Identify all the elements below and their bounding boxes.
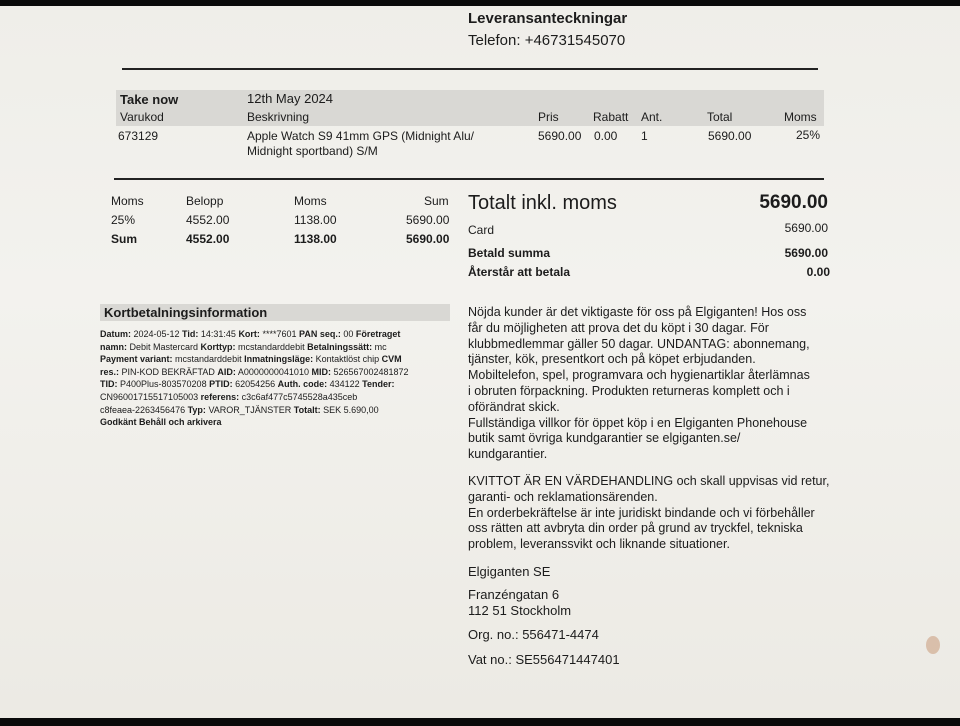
card-field-value: c8feaea-2263456476 [100, 404, 188, 415]
item-description-line2: Midnight sportband) S/M [247, 144, 378, 158]
document-title: Leveransanteckningar [468, 10, 628, 27]
card-field-value: A0000000041010 [235, 366, 312, 377]
card-field-label: PTID: [209, 379, 233, 390]
item-vat: 25% [796, 128, 821, 142]
card-field-label: Totalt: [293, 404, 321, 415]
card-field-label: Payment variant: [100, 354, 173, 365]
total-value: 5690.00 [759, 192, 828, 213]
card-field-label: CVM [381, 354, 402, 365]
item-price: 5690.00 [538, 129, 582, 143]
card-info-line [100, 378, 460, 391]
card-field-value: 14:31:45 [198, 329, 239, 339]
vat-col-moms: Moms [111, 194, 144, 208]
vat-rate: 25% [111, 213, 136, 227]
vat-col-belopp: Belopp [186, 194, 224, 208]
card-field-value: 434122 [327, 379, 363, 390]
col-moms: Moms [784, 110, 817, 124]
card-info-line [100, 404, 460, 417]
company-street: Franzéngatan 6 [468, 587, 560, 602]
company-vat-number: Vat no.: SE556471447401 [468, 652, 620, 667]
col-total: Total [707, 110, 733, 124]
card-field-label: Företraget [355, 329, 401, 339]
col-ant: Ant. [641, 110, 663, 124]
card-field-value: CN96001715517105003 [100, 391, 201, 402]
vat-col-moms-amount: Moms [294, 194, 327, 208]
item-total: 5690.00 [708, 129, 752, 143]
vat-sum-total: 5690.00 [406, 232, 450, 246]
receipt-notice-text: KVITTOT ÄR EN VÄRDEHANDLING och skall uppvisas vid retur, garanti- och reklamationsärenden. En orderbekräftelse är inte juridiskt bindande och vi förbehåller oss rätten att avbryta din order på grund av tryckfel, tekniska problem, leveranssvikt och liknande situationer. [468, 474, 830, 552]
card-info-line [100, 341, 460, 354]
card-field-value: c3c6af477c5745528a435ceb [239, 391, 358, 402]
col-rabatt: Rabatt [593, 110, 629, 124]
card-field-label: Tender: [362, 379, 395, 390]
card-field-label: Kort: [238, 329, 260, 339]
card-field-value: 526567002481872 [330, 366, 409, 377]
card-field-value: mcstandarddebit [172, 354, 245, 365]
item-description-line1: Apple Watch S9 41mm GPS (Midnight Alu/ [247, 129, 474, 143]
divider [114, 178, 824, 180]
vat-col-sum: Sum [424, 194, 449, 208]
card-info-line [100, 366, 460, 379]
divider [122, 68, 818, 70]
card-info-line [100, 391, 460, 404]
card-field-value: ****7601 [259, 329, 299, 339]
vat-sum-amount: 1138.00 [294, 232, 337, 246]
item-quantity: 1 [641, 129, 648, 143]
take-now-label: Take now [120, 92, 179, 107]
item-discount: 0.00 [594, 129, 618, 143]
card-field-value: PIN-KOD BEKRÄFTAD [119, 366, 218, 377]
paid-label: Betald summa [468, 246, 551, 260]
card-approval-line: Godkänt Behåll och arkivera [100, 417, 222, 428]
vat-amount: 1138.00 [294, 213, 337, 227]
total-label: Totalt inkl. moms [468, 192, 617, 214]
card-field-label: TID: [100, 379, 118, 390]
card-field-label: AID: [217, 366, 236, 377]
card-field-label: namn: [100, 341, 127, 352]
vat-sum: 5690.00 [406, 213, 450, 227]
remaining-label: Återstår att betala [468, 265, 571, 279]
paid-value: 5690.00 [784, 246, 828, 260]
order-date: 12th May 2024 [247, 91, 334, 106]
vat-sum-label: Sum [111, 232, 138, 246]
phone-number: Telefon: +46731545070 [468, 32, 626, 49]
card-field-value: P400Plus-803570208 [117, 379, 210, 390]
col-beskrivning: Beskrivning [247, 110, 310, 124]
card-field-label: Tid: [182, 329, 199, 339]
card-field-value: SEK 5.690,00 [320, 404, 379, 415]
card-field-label: Typ: [187, 404, 206, 415]
card-field-label: res.: [100, 366, 120, 377]
card-field-value: mc [372, 341, 387, 352]
item-varukod: 673129 [118, 129, 159, 143]
col-pris: Pris [538, 110, 559, 124]
card-label: Card [468, 223, 495, 237]
card-field-label: Korttyp: [200, 341, 236, 352]
card-field-label: Datum: [100, 329, 131, 339]
card-field-value: 62054256 [232, 379, 278, 390]
company-city: 112 51 Stockholm [468, 603, 572, 618]
card-value: 5690.00 [784, 221, 828, 235]
card-field-value: 2024-05-12 [131, 329, 183, 339]
vat-base: 4552.00 [186, 213, 230, 227]
card-field-label: Inmatningsläge: [244, 354, 314, 365]
card-field-value: 00 [340, 329, 356, 339]
return-policy-text: Nöjda kunder är det viktigaste för oss på Elgiganten! Hos oss får du möjligheten att prova det du köpt i 30 dagar. För klubbmedlemmar gäller 50 dagar. UNDANTAG: abonnemang, tjänster, kök, presentkort och på köpet erbjudanden. Mobiltelefon, spel, programvara och hygienartiklar återlämnas i obruten förpackning. Produkten returneras komplett och i oförändrat skick. Fullständiga villkor för öppet köp i en Elgiganten Phonehouse butik samt övriga kundgarantier se elgiganten.se/ kundgarantier. [468, 305, 810, 462]
card-field-value: mcstandarddebit [235, 341, 308, 352]
card-field-label: PAN seq.: [298, 329, 341, 339]
card-field-label: Betalningssätt: [307, 341, 373, 352]
card-info-line [100, 353, 460, 366]
card-field-value: Debit Mastercard [127, 341, 201, 352]
company-org-number: Org. no.: 556471-4474 [468, 627, 599, 642]
card-field-label: referens: [200, 391, 240, 402]
company-name: Elgiganten SE [468, 564, 551, 579]
card-info-line [100, 328, 460, 341]
receipt-paper [0, 6, 960, 718]
card-info-block [100, 328, 460, 429]
card-field-label: MID: [311, 366, 331, 377]
card-field-label: Auth. code: [277, 379, 328, 390]
card-info-title: Kortbetalningsinformation [104, 305, 268, 320]
vat-sum-base: 4552.00 [186, 232, 230, 246]
card-field-value: VAROR_TJÄNSTER [205, 404, 294, 415]
remaining-value: 0.00 [806, 265, 830, 279]
col-varukod: Varukod [120, 110, 164, 124]
card-field-value: Kontaktlöst chip [313, 354, 382, 365]
paper-stain [926, 636, 940, 654]
